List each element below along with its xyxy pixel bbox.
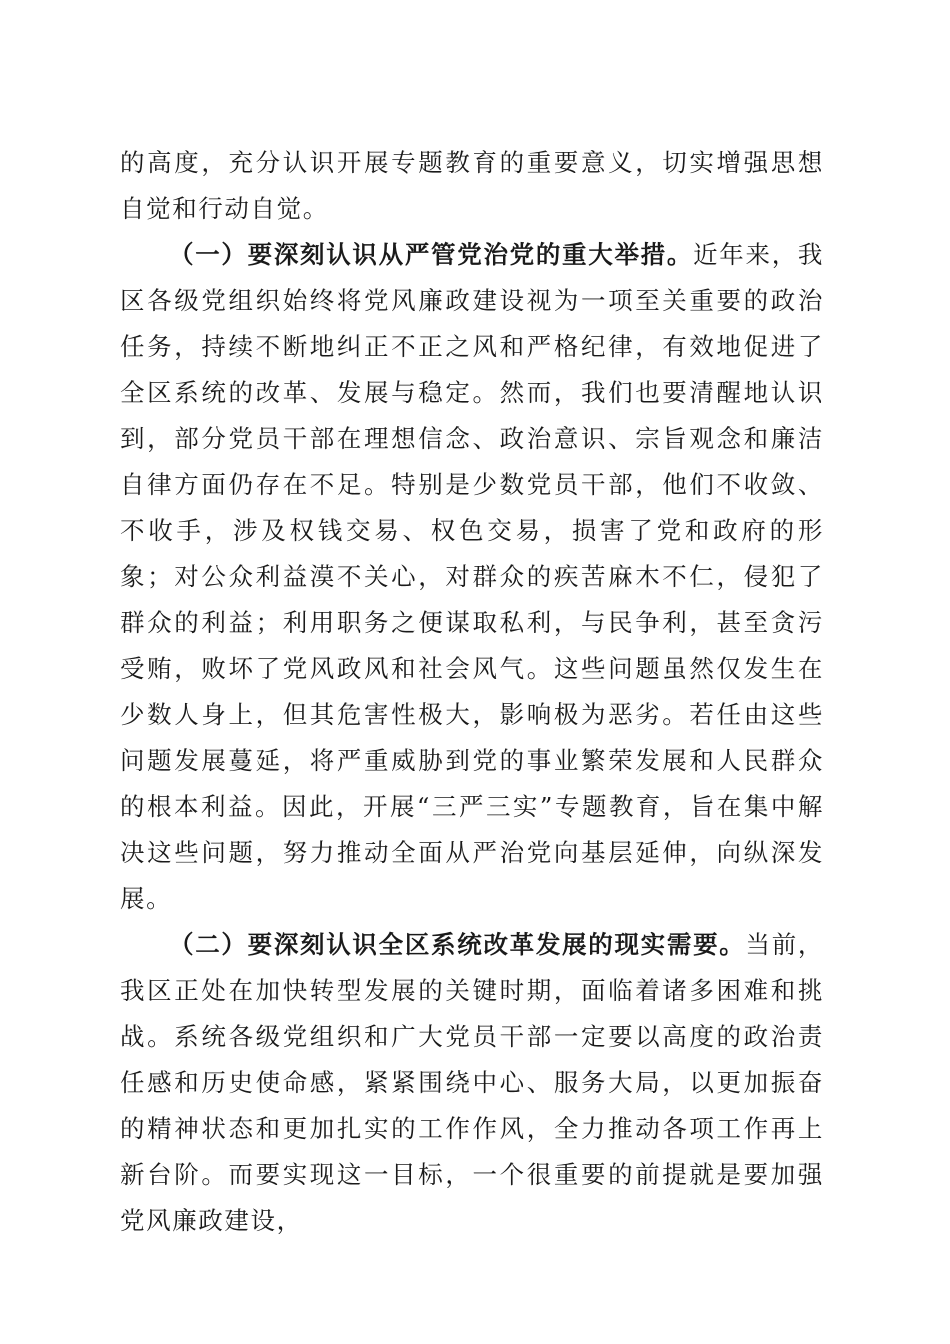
section-heading: （二）要深刻认识全区系统改革发展的现实需要。 bbox=[169, 930, 746, 959]
paragraph-continuation bbox=[120, 140, 824, 232]
paragraph-section-1 bbox=[120, 232, 824, 922]
section-heading: （一）要深刻认识从严管党治党的重大举措。 bbox=[169, 240, 694, 269]
document-body bbox=[120, 140, 824, 1244]
paragraph-text: 近年来，我区各级党组织始终将党风廉政建设视为一项至关重要的政治任务，持续不断地纠正不正之风和严格纪律，有效地促进了全区系统的改革、发展与稳定。然而，我们也要清醒地认识到，部分党员干部在理想信念、政治意识、宗旨观念和廉洁自律方面仍存在不足。特别是少数党员干部，他们不收敛、不收手，涉及权钱交易、权色交易，损害了党和政府的形象；对公众利益漠不关心，对群众的疾苦麻木不仁，侵犯了群众的利益；利用职务之便谋取私利，与民争利，甚至贪污受贿，败坏了党风政风和社会风气。这些问题虽然仅发生在少数人身上，但其危害性极大，影响极为恶劣。若任由这些问题发展蔓延，将严重威胁到党的事业繁荣发展和人民群众的根本利益。因此，开展“三严三实”专题教育，旨在集中解决这些问题，努力推动全面从严治党向基层延伸，向纵深发展。 bbox=[120, 240, 825, 913]
paragraph-section-2 bbox=[120, 922, 824, 1244]
paragraph-text: 当前，我区正处在加快转型发展的关键时期，面临着诸多困难和挑战。系统各级党组织和广大党员干部一定要以高度的政治责任感和历史使命感，紧紧围绕中心、服务大局，以更加振奋的精神状态和更加扎实的工作作风，全力推动各项工作再上新台阶。而要实现这一目标，一个很重要的前提就是要加强党风廉政建设， bbox=[120, 930, 824, 1235]
paragraph-text: 的高度，充分认识开展专题教育的重要意义，切实增强思想自觉和行动自觉。 bbox=[120, 148, 824, 223]
